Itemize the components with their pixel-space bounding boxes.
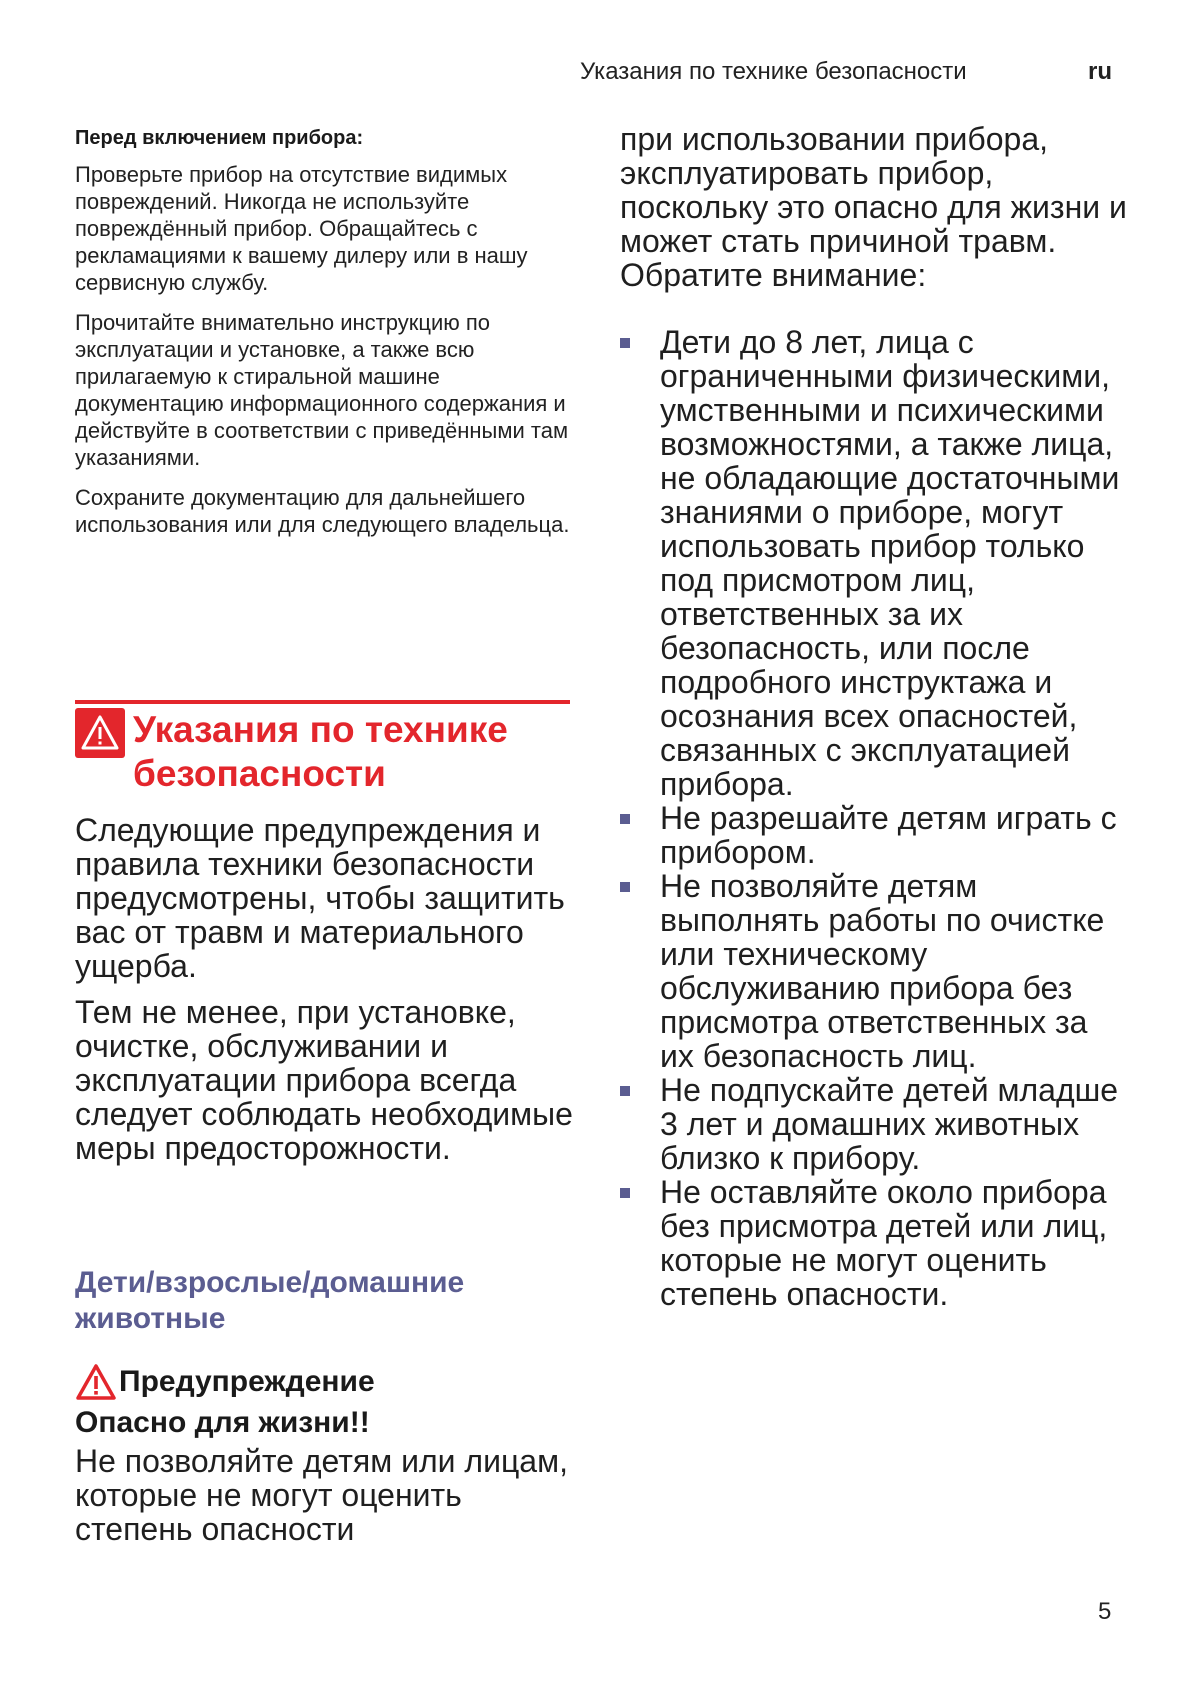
paragraph-precautions: Тем не менее, при установке, очистке, обслуживании и эксплуатации прибора всегда следует соблюдать необходимые меры предосторожности. bbox=[75, 994, 573, 1166]
paragraph-warnings-purpose: Следующие предупреждения и правила техники безопасности предусмотрены, чтобы защитить вас от травм и материального ущерба. bbox=[75, 812, 565, 984]
warning-label: Предупреждение bbox=[119, 1365, 375, 1398]
list-item-text: Не позволяйте детям выполнять работы по очистке или техническому обслуживанию прибора без присмотра ответственных за их безопасность лиц. bbox=[660, 868, 1105, 1074]
header-title: Указания по технике безопасности bbox=[580, 58, 967, 85]
list-item bbox=[620, 1175, 1130, 1311]
warning-text: Не позволяйте детям или лицам, которые не могут оценить степень опасности bbox=[75, 1443, 568, 1547]
safety-bullet-list bbox=[620, 325, 1130, 1311]
list-item-text: Не оставляйте около прибора без присмотра детей или лиц, которые не могут оценить степень опасности. bbox=[660, 1174, 1108, 1312]
bullet-square-icon bbox=[620, 1188, 630, 1198]
before-use-heading: Перед включением прибора: bbox=[75, 127, 364, 149]
left-column-intro bbox=[75, 125, 575, 551]
bullet-square-icon bbox=[620, 882, 630, 892]
paragraph-read-instructions: Прочитайте внимательно инструкцию по эксплуатации и установке, а также всю прилагаемую к стиральной машине документацию информационного содержания и действуйте в соответствии с приведёнными там указаниями. bbox=[75, 310, 569, 470]
list-item-text: Не разрешайте детям играть с прибором. bbox=[660, 800, 1117, 870]
warning-triangle-icon bbox=[75, 1363, 117, 1401]
list-item bbox=[620, 869, 1130, 1073]
children-adults-pets-heading: Дети/взрослые/домашние животные bbox=[75, 1266, 465, 1335]
bullet-square-icon bbox=[620, 1086, 630, 1096]
warning-block bbox=[75, 1363, 575, 1546]
warning-label-row bbox=[75, 1363, 575, 1401]
danger-label: Опасно для жизни!! bbox=[75, 1406, 370, 1439]
list-item bbox=[620, 1073, 1130, 1175]
bullet-square-icon bbox=[620, 814, 630, 824]
section-divider bbox=[75, 700, 570, 704]
header-language: ru bbox=[1088, 58, 1112, 85]
paragraph-check-device: Проверьте прибор на отсутствие видимых повреждений. Никогда не используйте повреждённый прибор. Обращайтесь с рекламациями к вашему дилеру или в нашу сервисную службу. bbox=[75, 162, 528, 295]
warning-triangle-icon bbox=[75, 708, 125, 758]
list-item-text: Не подпускайте детей младше 3 лет и домашних животных близко к прибору. bbox=[660, 1072, 1119, 1176]
list-item bbox=[620, 325, 1130, 801]
page-number: 5 bbox=[1098, 1598, 1112, 1625]
bullet-square-icon bbox=[620, 338, 630, 348]
right-intro-text: при использовании прибора, эксплуатировать прибор, поскольку это опасно для жизни и может стать причиной травм. Обратите внимание: bbox=[620, 121, 1127, 293]
right-column bbox=[620, 122, 1130, 1311]
list-item-text: Дети до 8 лет, лица с ограниченными физическими, умственными и психическими возможностями, а также лица, не обладающие достаточными знаниями о приборе, могут использовать прибор только под присмотром лиц, ответственных за их безопасность, или после подробного инструктажа и осознания всех опасностей, связанных с эксплуатацией прибора. bbox=[660, 324, 1120, 802]
list-item bbox=[620, 801, 1130, 869]
page-header bbox=[0, 58, 1191, 92]
safety-intro-text bbox=[75, 813, 575, 1177]
paragraph-keep-docs: Сохраните документацию для дальнейшего использования или для следующего владельца. bbox=[75, 485, 570, 537]
safety-section-title: Указания по технике безопасности bbox=[133, 709, 508, 794]
